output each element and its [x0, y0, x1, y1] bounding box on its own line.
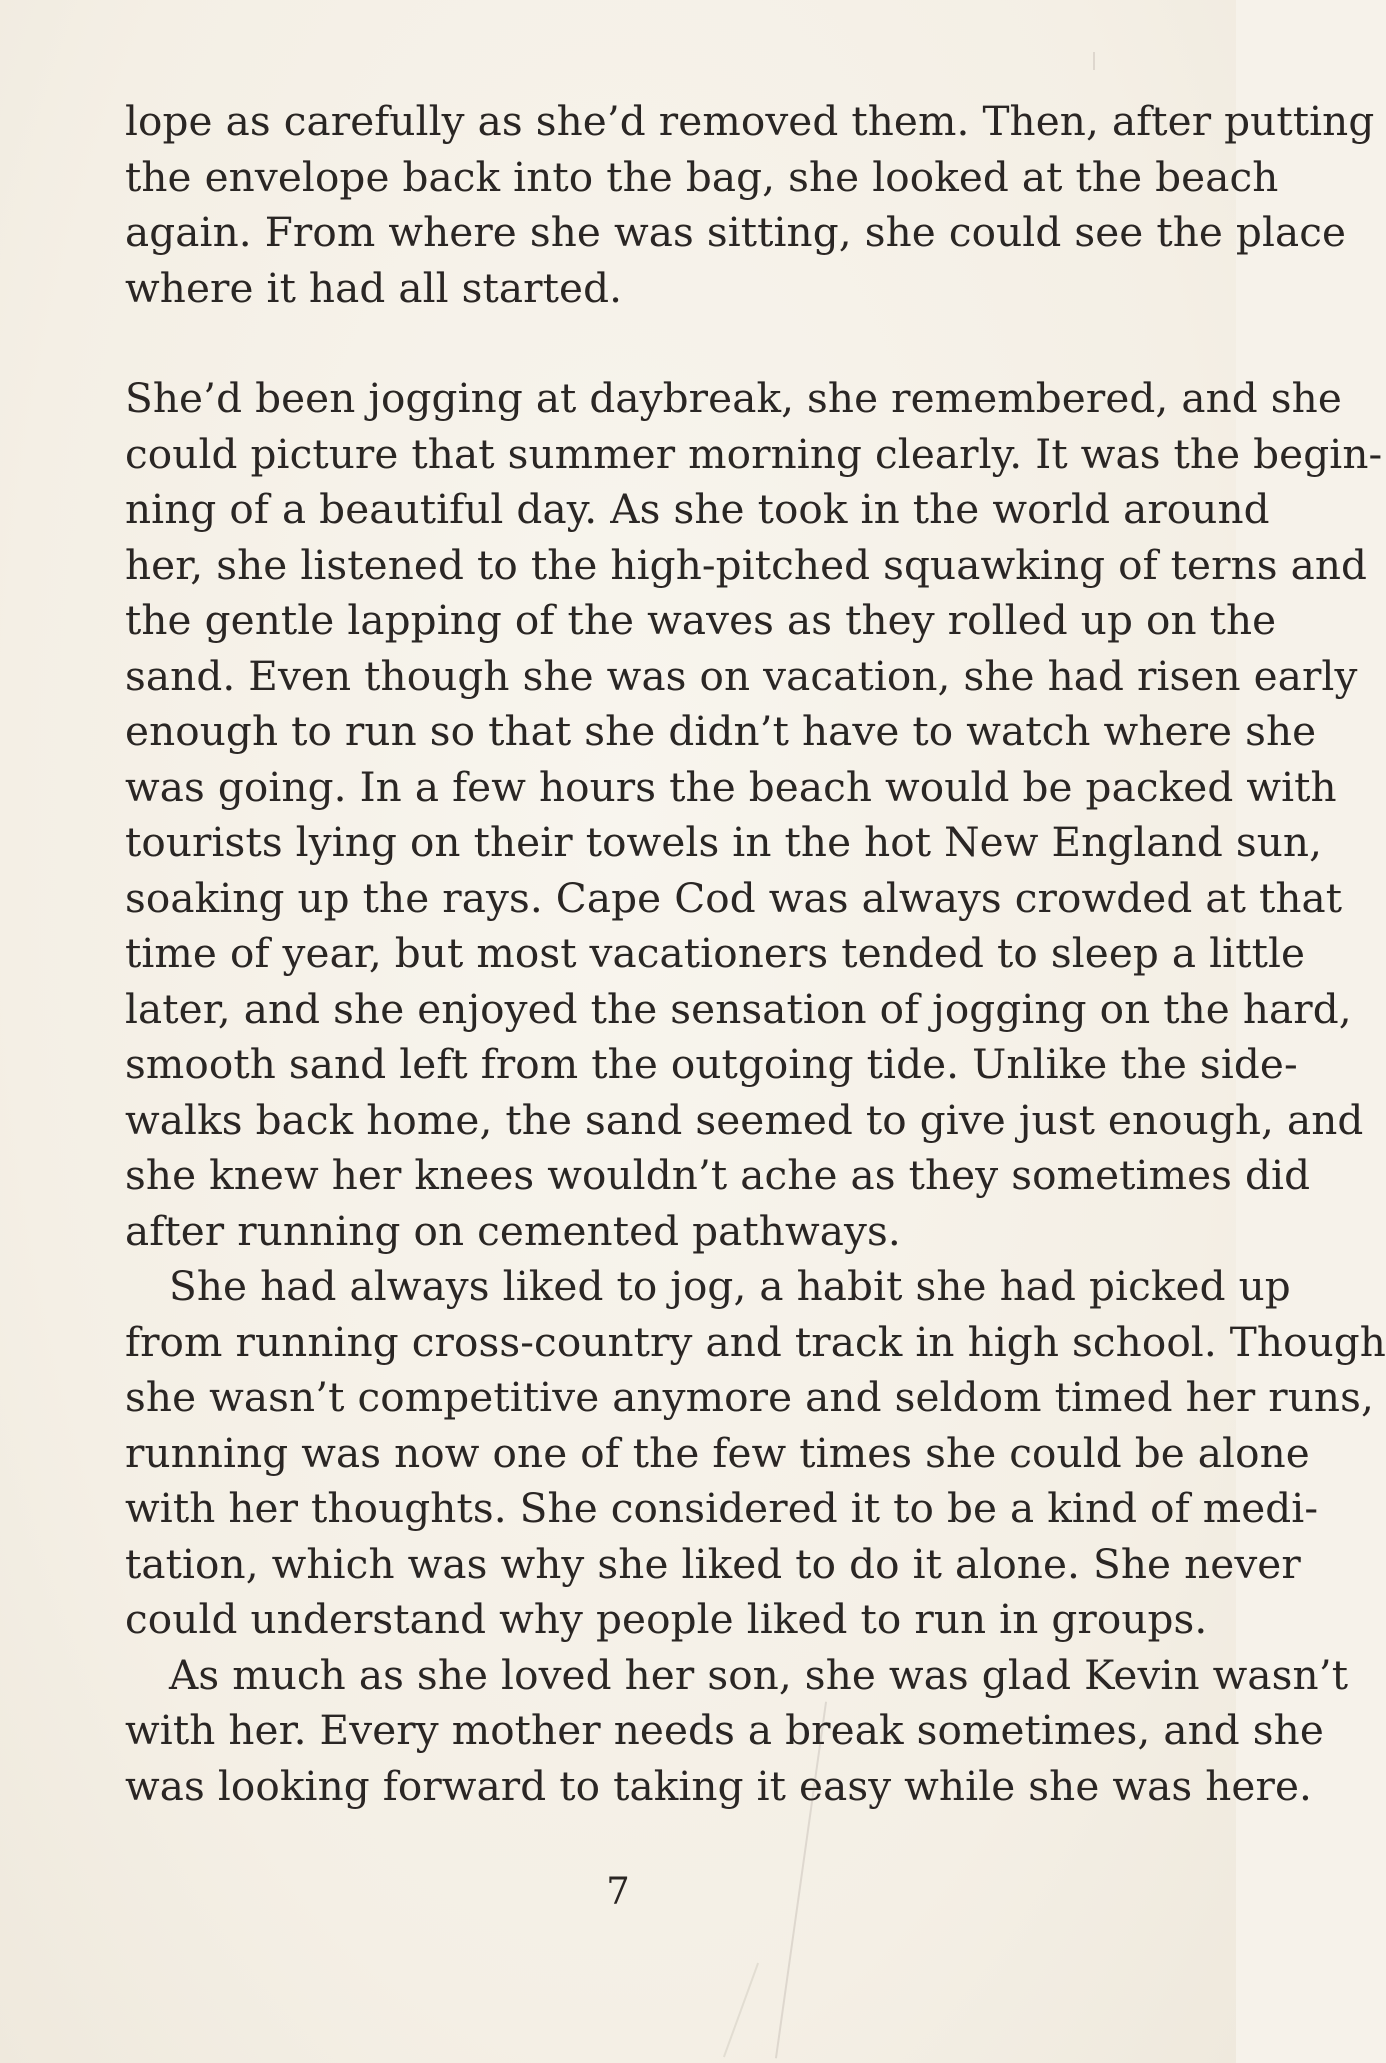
text-line: she wasn’t competitive anymore and seldom timed her runs,: [125, 1373, 1374, 1421]
text-line: time of year, but most vacationers tended to sleep a little: [125, 929, 1306, 977]
text-line: the envelope back into the bag, she looked at the beach: [125, 152, 1279, 201]
text-line: the gentle lapping of the waves as they rolled up on the: [125, 596, 1277, 644]
text-line: where it had all started.: [125, 263, 623, 312]
text-line: could understand why people liked to run in groups.: [125, 1595, 1208, 1643]
text-line: again. From where she was sitting, she could see the place: [125, 208, 1347, 256]
text-line: with her thoughts. She considered it to be a kind of medi-: [125, 1484, 1319, 1532]
text-line: soaking up the rays. Cape Cod was always crowded at that: [125, 873, 1343, 922]
text-line: As much as she loved her son, she was glad Kevin wasn’t: [169, 1650, 1349, 1699]
page-crease-mark: [723, 1963, 759, 2058]
paragraph-gap: [125, 316, 1181, 371]
body-text: [125, 94, 1386, 1814]
text-line: her, she listened to the high-pitched squawking of terns and: [125, 540, 1368, 589]
text-line: could picture that summer morning clearly. It was the begin-: [125, 429, 1383, 478]
text-line: from running cross-country and track in high school. Though: [125, 1317, 1386, 1366]
text-line: enough to run so that she didn’t have to watch where she: [125, 707, 1317, 755]
text-line: tation, which was why she liked to do it alone. She never: [125, 1539, 1301, 1588]
page-crease-mark: [1093, 52, 1095, 70]
text-line: walks back home, the sand seemed to give just enough, and: [125, 1095, 1364, 1144]
text-line: she knew her knees wouldn’t ache as they sometimes did: [125, 1151, 1311, 1199]
text-line: smooth sand left from the outgoing tide. Unlike the side-: [125, 1040, 1298, 1088]
text-line: She had always liked to jog, a habit she had picked up: [169, 1262, 1291, 1310]
text-line: tourists lying on their towels in the hot New England sun,: [125, 818, 1323, 866]
text-line: was looking forward to taking it easy while she was here.: [125, 1761, 1312, 1810]
text-line: later, and she enjoyed the sensation of jogging on the hard,: [125, 984, 1352, 1033]
text-line: lope as carefully as she’d removed them. Then, after putting: [125, 97, 1375, 145]
text-line: after running on cemented pathways.: [125, 1206, 901, 1255]
text-line: ning of a beautiful day. As she took in the world around: [125, 485, 1270, 533]
text-line: running was now one of the few times she could be alone: [125, 1428, 1310, 1477]
text-line: She’d been jogging at daybreak, she remembered, and she: [125, 374, 1342, 422]
text-line: sand. Even though she was on vacation, she had risen early: [125, 651, 1358, 700]
text-line: was going. In a few hours the beach would be packed with: [125, 762, 1337, 811]
text-line: with her. Every mother needs a break sometimes, and she: [125, 1706, 1324, 1754]
page-number: 7: [606, 1870, 630, 1913]
